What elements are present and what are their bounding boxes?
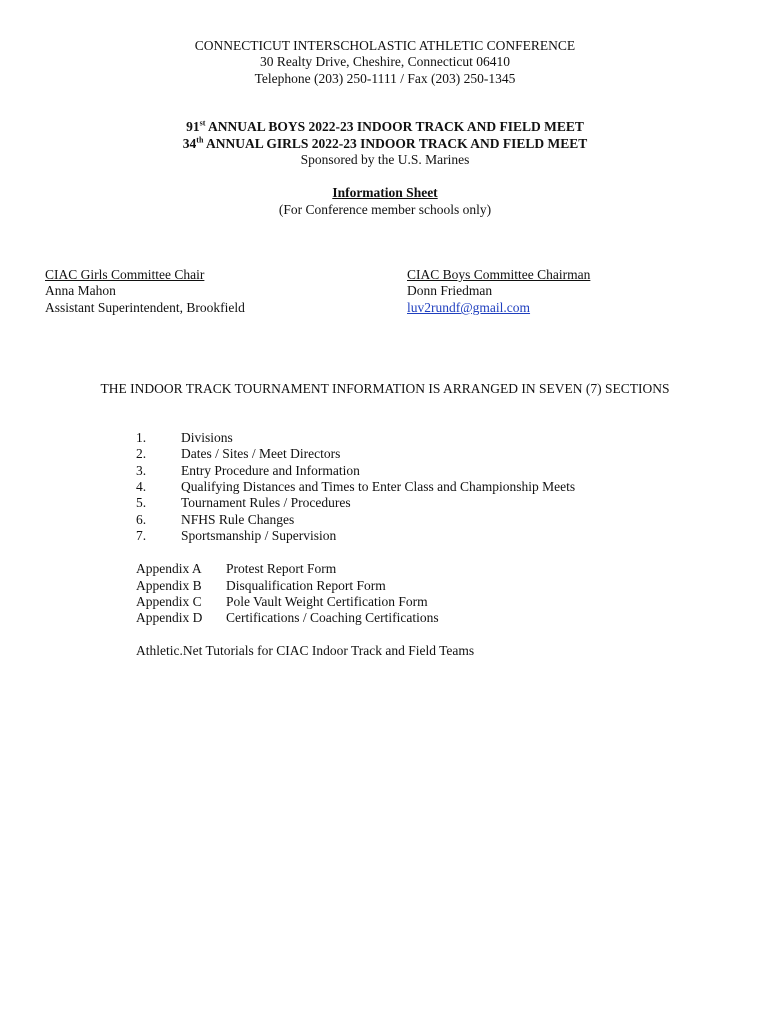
list-item-label: NFHS Rule Changes (181, 512, 295, 527)
list-item-label: Sportsmanship / Supervision (181, 528, 337, 543)
girls-meet-title: 34th ANNUAL GIRLS 2022-23 INDOOR TRACK AND FIELD MEET (182, 135, 588, 151)
boys-meet-title: 91st ANNUAL BOYS 2022-23 INDOOR TRACK AND FIELD MEET (186, 118, 584, 134)
list-item-number: 3. (136, 463, 147, 478)
appendix-id: Appendix C (136, 594, 202, 609)
boys-chair-name: Donn Friedman (407, 283, 493, 298)
org-name: CONNECTICUT INTERSCHOLASTIC ATHLETIC CONFERENCE (194, 38, 576, 53)
list-item-number: 5. (136, 495, 147, 510)
tutorials-line: Athletic.Net Tutorials for CIAC Indoor Track and Field Teams (136, 643, 475, 658)
sections-heading: THE INDOOR TRACK TOURNAMENT INFORMATION IS ARRANGED IN SEVEN (7) SECTIONS (100, 381, 670, 396)
girls-chair-name: Anna Mahon (45, 283, 116, 298)
list-item-number: 7. (136, 528, 147, 543)
org-address: 30 Realty Drive, Cheshire, Connecticut 06410 (259, 54, 511, 69)
org-phone: Telephone (203) 250-1111 / Fax (203) 250-1345 (254, 71, 516, 86)
boys-chair-email-link[interactable]: luv2rundf@gmail.com (407, 300, 531, 315)
appendix-id: Appendix D (136, 610, 203, 625)
girls-chair-role: CIAC Girls Committee Chair (45, 267, 205, 282)
list-item-number: 6. (136, 512, 147, 527)
appendix-id: Appendix A (136, 561, 202, 576)
list-item-label: Dates / Sites / Meet Directors (181, 446, 341, 461)
sponsor-line: Sponsored by the U.S. Marines (300, 152, 470, 167)
list-item-label: Entry Procedure and Information (181, 463, 360, 478)
list-item-label: Divisions (181, 430, 233, 445)
list-item-number: 1. (136, 430, 147, 445)
list-item-label: Qualifying Distances and Times to Enter Class and Championship Meets (181, 479, 576, 494)
girls-chair-detail: Assistant Superintendent, Brookfield (45, 300, 245, 315)
list-item-number: 4. (136, 479, 147, 494)
appendix-label: Disqualification Report Form (226, 578, 386, 593)
appendix-id: Appendix B (136, 578, 202, 593)
appendix-label: Protest Report Form (226, 561, 337, 576)
list-item-label: Tournament Rules / Procedures (181, 495, 351, 510)
appendix-label: Certifications / Coaching Certifications (226, 610, 439, 625)
info-sheet-note: (For Conference member schools only) (278, 202, 492, 217)
info-sheet-title: Information Sheet (332, 185, 438, 200)
boys-chair-role: CIAC Boys Committee Chairman (407, 267, 591, 282)
appendix-label: Pole Vault Weight Certification Form (226, 594, 428, 609)
list-item-number: 2. (136, 446, 147, 461)
